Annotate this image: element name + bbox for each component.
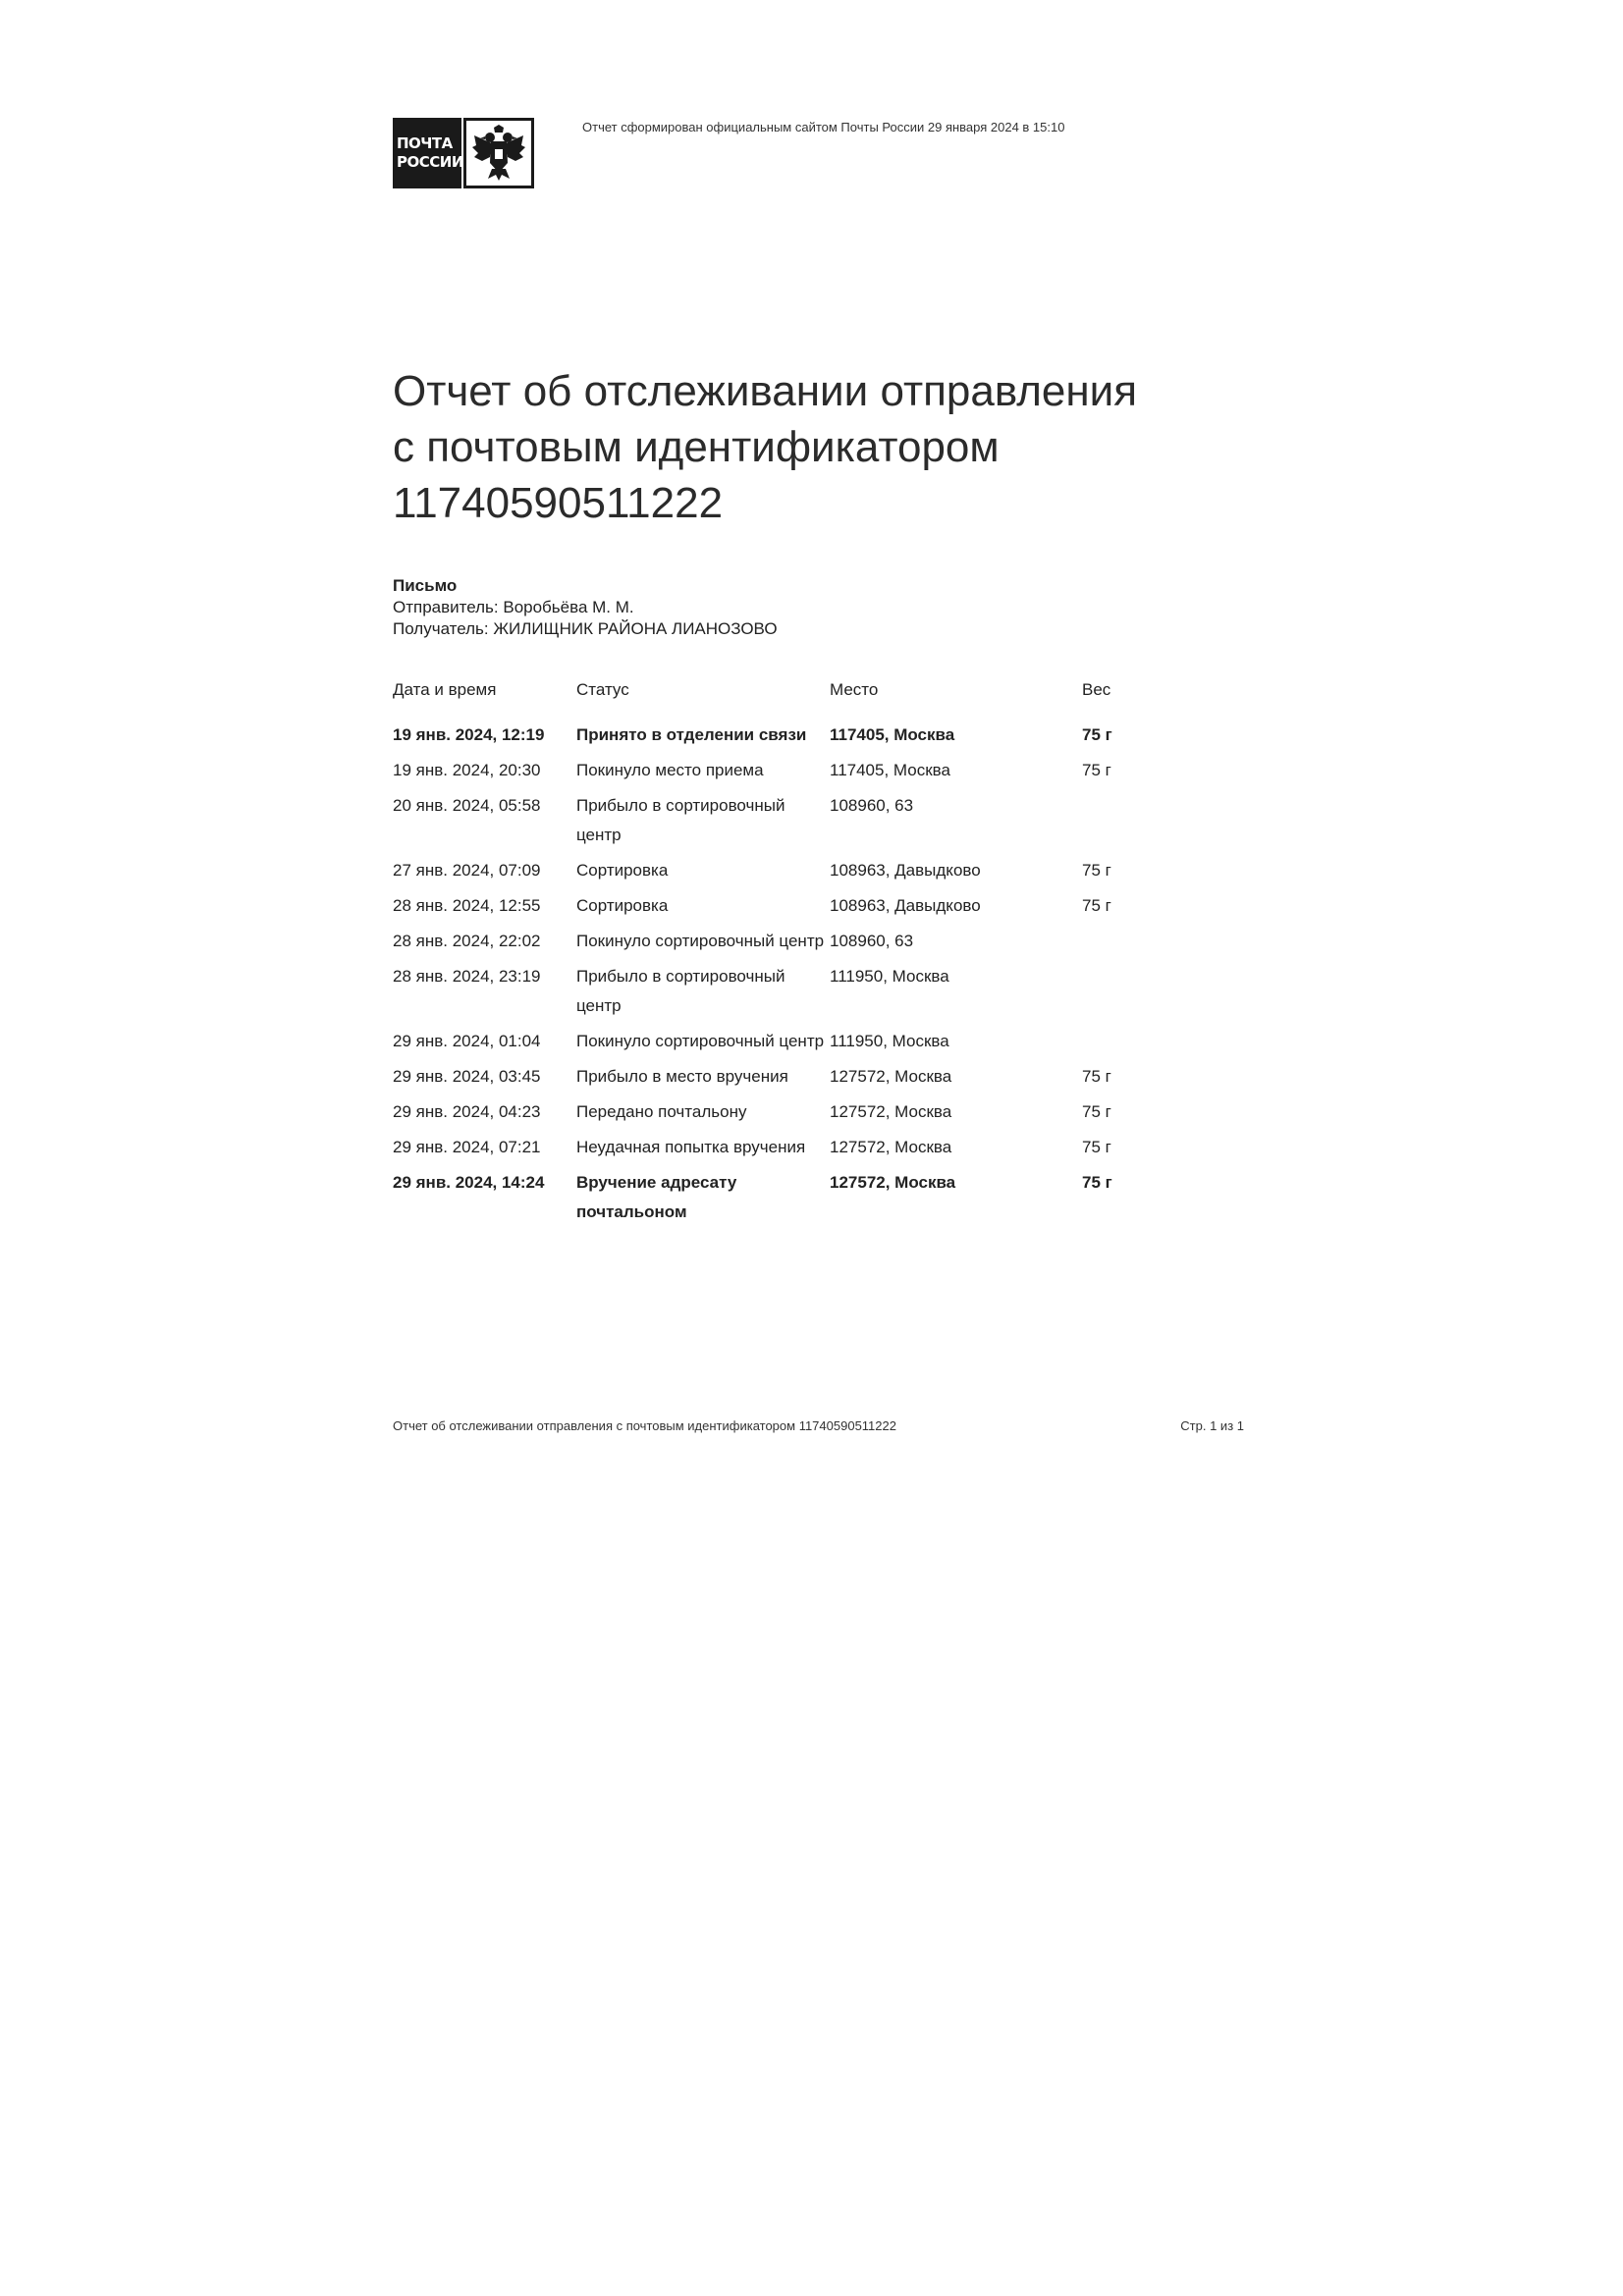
- cell-place: 127572, Москва: [830, 1138, 952, 1156]
- table-row: [393, 1060, 1161, 1095]
- header-place: Место: [830, 680, 879, 699]
- footer-report-title: Отчет об отслеживании отправления с почтовым идентификатором 11740590511222: [393, 1418, 896, 1433]
- cell-place: 117405, Москва: [830, 725, 955, 744]
- cell-place: 111950, Москва: [830, 1032, 949, 1050]
- report-generated-note: Отчет сформирован официальным сайтом Почты России 29 января 2024 в 15:10: [582, 120, 1065, 134]
- cell-weight: 75 г: [1082, 1138, 1111, 1156]
- logo-line-2: РОССИИ: [397, 153, 463, 171]
- cell-date: 19 янв. 2024, 20:30: [393, 761, 541, 779]
- header-date: Дата и время: [393, 680, 497, 699]
- table-row: [393, 719, 1161, 754]
- cell-place: 127572, Москва: [830, 1173, 956, 1192]
- tracking-events-table: [393, 679, 1161, 1231]
- pochta-rossii-logo: [393, 118, 534, 188]
- cell-status: Принято в отделении связи: [576, 725, 807, 744]
- cell-status: Передано почтальону: [576, 1102, 747, 1121]
- cell-weight: [1082, 960, 1161, 1025]
- cell-place: 117405, Москва: [830, 761, 950, 779]
- cell-place: 108963, Давыдково: [830, 896, 981, 915]
- cell-status: Сортировка: [576, 861, 669, 880]
- cell-date: 19 янв. 2024, 12:19: [393, 725, 545, 744]
- cell-weight: [1082, 925, 1161, 960]
- cell-status: Сортировка: [576, 896, 669, 915]
- cell-place: 108960, 63: [830, 796, 914, 815]
- cell-weight: 75 г: [1082, 896, 1111, 915]
- cell-place: 111950, Москва: [830, 967, 949, 986]
- footer-page-number: Стр. 1 из 1: [1180, 1418, 1244, 1433]
- table-row: [393, 1131, 1161, 1166]
- cell-place: 108963, Давыдково: [830, 861, 981, 880]
- table-row: [393, 1025, 1161, 1060]
- logo-line-1: ПОЧТА: [397, 134, 453, 152]
- cell-place: 127572, Москва: [830, 1067, 952, 1086]
- cell-status: Прибыло в сортировочный центр: [576, 967, 785, 1015]
- table-header-row: [393, 679, 1161, 719]
- cell-date: 29 янв. 2024, 14:24: [393, 1173, 545, 1192]
- cell-weight: 75 г: [1082, 861, 1111, 880]
- cell-weight: 75 г: [1082, 725, 1112, 744]
- shipment-info: [393, 575, 778, 640]
- cell-status: Вручение адресату почтальоном: [576, 1173, 737, 1221]
- cell-date: 29 янв. 2024, 04:23: [393, 1102, 541, 1121]
- cell-status: Прибыло в место вручения: [576, 1067, 788, 1086]
- cell-weight: [1082, 789, 1161, 854]
- cell-date: 27 янв. 2024, 07:09: [393, 861, 541, 880]
- cell-weight: [1082, 1025, 1161, 1060]
- cell-date: 28 янв. 2024, 12:55: [393, 896, 541, 915]
- table-row: [393, 854, 1161, 889]
- cell-weight: 75 г: [1082, 1102, 1111, 1121]
- title-line-2: с почтовым идентификатором: [393, 423, 1000, 471]
- eagle-emblem-icon: [463, 118, 534, 188]
- cell-weight: 75 г: [1082, 1173, 1112, 1192]
- table-row: [393, 925, 1161, 960]
- shipment-sender: Отправитель: Воробьёва М. М.: [393, 598, 634, 616]
- header-status: Статус: [576, 680, 629, 699]
- page-title: [393, 363, 1276, 531]
- logo-wordmark: [393, 118, 461, 188]
- double-headed-eagle-icon: [470, 124, 527, 183]
- cell-date: 29 янв. 2024, 03:45: [393, 1067, 541, 1086]
- cell-date: 20 янв. 2024, 05:58: [393, 796, 541, 815]
- cell-status: Покинуло место приема: [576, 761, 764, 779]
- cell-status: Неудачная попытка вручения: [576, 1138, 806, 1156]
- title-line-1: Отчет об отслеживании отправления: [393, 367, 1138, 415]
- tracking-id: 11740590511222: [393, 479, 724, 527]
- cell-date: 28 янв. 2024, 23:19: [393, 967, 541, 986]
- cell-place: 127572, Москва: [830, 1102, 952, 1121]
- table-row: [393, 1095, 1161, 1131]
- shipment-recipient: Получатель: ЖИЛИЩНИК РАЙОНА ЛИАНОЗОВО: [393, 619, 778, 638]
- header-weight: Вес: [1082, 680, 1111, 699]
- cell-weight: 75 г: [1082, 761, 1111, 779]
- table-row: [393, 889, 1161, 925]
- table-row: [393, 789, 1161, 854]
- cell-date: 28 янв. 2024, 22:02: [393, 932, 541, 950]
- cell-date: 29 янв. 2024, 01:04: [393, 1032, 541, 1050]
- cell-weight: 75 г: [1082, 1067, 1111, 1086]
- table-row: [393, 754, 1161, 789]
- cell-date: 29 янв. 2024, 07:21: [393, 1138, 541, 1156]
- shipment-type: Письмо: [393, 576, 458, 595]
- cell-status: Покинуло сортировочный центр: [576, 1032, 825, 1050]
- cell-status: Прибыло в сортировочный центр: [576, 796, 785, 844]
- cell-place: 108960, 63: [830, 932, 914, 950]
- cell-status: Покинуло сортировочный центр: [576, 932, 825, 950]
- table-row: [393, 1166, 1161, 1231]
- table-row: [393, 960, 1161, 1025]
